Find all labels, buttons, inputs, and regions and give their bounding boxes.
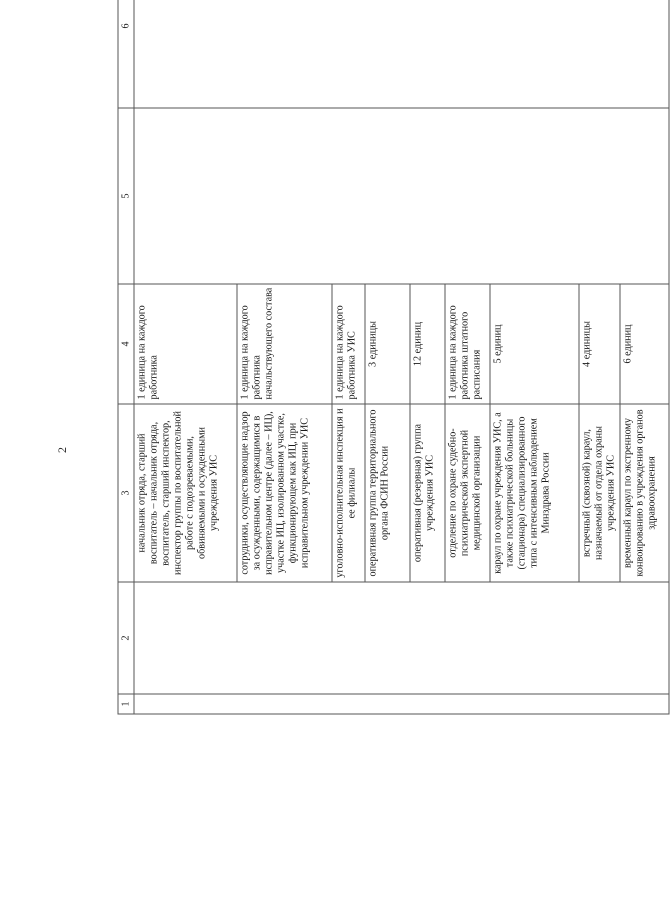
header-col-6: 6: [118, 0, 134, 108]
cell-unit: оперативная группа территориального органа ФСИН России: [365, 404, 410, 582]
cell-unit: сотрудники, осуществляющие надзор за осужденными, содержащимися в исправительном центре (далее – ИЦ), участке ИЦ, изолированном участке, функционирующем как ИЦ, при исправительном учреждении УИС: [237, 404, 332, 582]
cell-unit: начальник отряда, старший воспитатель – начальник отряда, воспитатель, старший инспектор, инспектор группы по воспитательной работе с подозреваемыми, обвиняемыми и осужденными учреждения УИС: [134, 404, 237, 582]
header-col-1: 1: [118, 694, 134, 714]
cell-unit: встречный (сквозной) караул, назначаемый от отдела охраны учреждения УИС: [579, 404, 620, 582]
cell-col-2: [134, 582, 669, 694]
header-col-4: 4: [118, 284, 134, 404]
cell-norm: 1 единица на каждого работника начальствующего состава: [237, 284, 332, 404]
header-col-3: 3: [118, 404, 134, 582]
header-row: [118, 0, 134, 714]
cell-norm: 3 единицы: [365, 284, 410, 404]
cell-unit: оперативная (резервная) группа учреждения УИС: [410, 404, 445, 582]
cell-col-1: [134, 694, 669, 714]
cell-norm: 4 единицы: [579, 284, 620, 404]
cell-col-5: [134, 108, 669, 284]
cell-norm: 5 единиц: [490, 284, 579, 404]
header-col-5: 5: [118, 108, 134, 284]
header-col-2: 2: [118, 582, 134, 694]
page-number: 2: [54, 447, 69, 453]
cell-unit: уголовно-исполнительная инспекция и ее филиалы: [332, 404, 365, 582]
cell-norm: 6 единиц: [620, 284, 669, 404]
allocation-table: [118, 0, 658, 715]
cell-unit: караул по охране учреждения УИС, а также психиатрической больницы (стационара) специализированного типа с интенсивным наблюдением Минздрава России: [490, 404, 579, 582]
cell-norm: 1 единица на каждого работника штатного расписания: [445, 284, 490, 404]
cell-unit: отделение по охране судебно-психиатрической экспертной медицинской организации: [445, 404, 490, 582]
cell-unit: временный караул по экстренному конвоированию в учреждения органов здравоохранения: [620, 404, 669, 582]
table-row: [134, 0, 237, 714]
cell-norm: 1 единица на каждого работника УИС: [332, 284, 365, 404]
cell-norm: 12 единиц: [410, 284, 445, 404]
cell-norm: 1 единица на каждого работника: [134, 284, 237, 404]
cell-col-6: [134, 0, 669, 108]
